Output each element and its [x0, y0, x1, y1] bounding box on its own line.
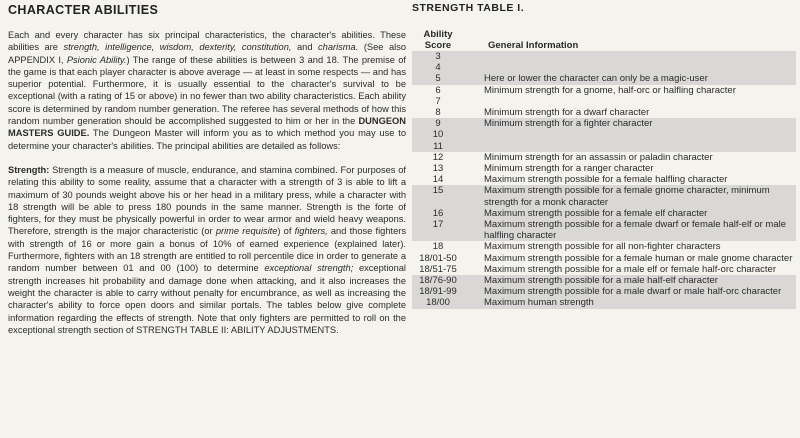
- ability-score-cell: 8: [435, 107, 441, 119]
- ability-score-cell: 7: [435, 95, 441, 107]
- general-information-cell: Maximum strength possible for a female gnome character, minimum strength for a monk character: [484, 185, 770, 208]
- text-segment: fighters,: [294, 226, 328, 237]
- strength-paragraph: [8, 164, 406, 336]
- table-row: [412, 62, 796, 73]
- header-score-line2: Score: [424, 40, 452, 51]
- table-row: [412, 141, 796, 152]
- general-information-cell: Minimum strength for a gnome, half-orc or halfling character: [484, 84, 736, 96]
- general-information-cell: [464, 62, 796, 73]
- table-row: [412, 107, 796, 118]
- general-information-cell: [464, 96, 796, 107]
- text-segment: DUNGEON MASTERS GUIDE.: [8, 116, 406, 139]
- ability-score-cell: 4: [435, 62, 441, 74]
- general-information-cell: Maximum strength possible for a female dwarf or female half-elf or male halfling character: [484, 219, 787, 242]
- table-row: [412, 51, 796, 62]
- text-segment: strength, intelligence, wisdom, dexterity, constitution,: [63, 42, 292, 53]
- general-information-cell: [464, 141, 796, 152]
- text-segment: Psionic Ability.: [66, 54, 127, 65]
- text-segment: The Dungeon Master will inform you as to which method you may use to determine your character's abilities. The principal abilities are detailed as follows:: [8, 128, 406, 151]
- strength-body: [8, 165, 406, 335]
- text-segment: and those fighters with strength of 16 or more gain a bonus of 10% of earned experience (explained later). Furthermore, fighters with an 18 strength are entitled to roll percentile dice in order to generate a random number between 01 and 00 (100) to determine: [8, 226, 407, 274]
- ability-score-cell: 18/51-75: [419, 263, 457, 275]
- ability-score-cell: 3: [435, 51, 441, 62]
- general-information-cell: Maximum strength possible for a male half-elf character: [484, 275, 718, 287]
- general-information-cell: Minimum strength for a ranger character: [484, 163, 654, 175]
- table-row: [412, 152, 796, 163]
- ability-score-cell: 16: [432, 207, 444, 219]
- ability-score-cell: 6: [435, 84, 441, 96]
- table-row: [412, 241, 796, 252]
- header-score-line1: Ability: [423, 29, 453, 40]
- table-row: [412, 253, 796, 264]
- ability-score-cell: 12: [432, 151, 444, 163]
- ability-score-cell: 11: [433, 140, 443, 152]
- table-row: [412, 275, 796, 286]
- ability-score-cell: 5: [435, 73, 441, 85]
- table-row: [412, 297, 796, 308]
- ability-score-cell: 9: [435, 118, 441, 130]
- table-row: [412, 185, 796, 207]
- strength-label: Strength:: [8, 164, 50, 175]
- text-segment: charisma.: [318, 42, 359, 53]
- text-segment: exceptional strength;: [264, 263, 354, 274]
- ability-score-cell: 18: [432, 241, 444, 253]
- ability-score-cell: 15: [432, 185, 444, 197]
- ability-score-cell: 14: [432, 174, 444, 186]
- ability-score-cell: 18/01-50: [419, 252, 457, 264]
- general-information-cell: Maximum human strength: [484, 297, 594, 309]
- general-information-cell: Maximum strength possible for a female elf character: [484, 207, 708, 219]
- table-row: [412, 264, 796, 275]
- general-information-cell: Here or lower the character can only be a magic-user: [484, 73, 708, 85]
- text-segment: Strength is a measure of muscle, endurance, and stamina combined. For purposes of relating this ability to some reality, assume that a character with a strength of 3 is able to lift a maximum of 30 pounds weight above his or her head in a military press, while a character with 18 strength will be able to press 180 pounds in the same manner. Strength is the forte of fighters, for they must be physically powerful in order to wear armor and wield heavy weapons. Therefore, strength is the major characteristic (or: [8, 164, 406, 237]
- ability-score-cell: 18/76-90: [419, 275, 457, 287]
- section-heading: CHARACTER ABILITIES: [8, 3, 159, 17]
- general-information-cell: Maximum strength possible for a female human or male gnome character: [484, 252, 793, 264]
- text-segment: and: [291, 42, 318, 53]
- ability-score-cell: 18/91-99: [419, 286, 457, 298]
- general-information-cell: Maximum strength possible for a male dwarf or male half-orc character: [484, 286, 782, 298]
- header-general-information: General Information: [488, 40, 579, 51]
- general-information-cell: Minimum strength for a fighter character: [484, 118, 653, 130]
- table-row: [412, 96, 796, 107]
- ability-score-cell: 18/00: [426, 297, 450, 309]
- table-header: [412, 23, 796, 51]
- general-information-cell: Minimum strength for a dwarf character: [484, 107, 650, 119]
- text-segment: (See also APPENDIX I,: [8, 42, 407, 65]
- table-row: [412, 73, 796, 84]
- intro-paragraph: [8, 29, 406, 152]
- general-information-cell: Maximum strength possible for all non-fighter characters: [484, 241, 721, 253]
- table-row: [412, 286, 796, 297]
- ability-score-cell: 17: [432, 219, 444, 231]
- strength-table: [412, 0, 796, 309]
- table-row: [412, 208, 796, 219]
- general-information-cell: Maximum strength possible for a male elf or female half-orc character: [484, 263, 776, 275]
- general-information-cell: [464, 129, 796, 140]
- general-information-cell: Minimum strength for an assassin or paladin character: [484, 151, 713, 163]
- text-segment: ) of: [277, 226, 295, 237]
- table-row: [412, 174, 796, 185]
- text-segment: ) The range of these abilities is between 3 and 18. The premise of the game is that each player character is above average — at least in some respects — and has superior potential. Furthermore, it is usually essential to the character's survival to be exceptional (with a rating of 15 or above) in no fewer than two ability characteristics. Each ability score is determined by random number generation. The referee has several methods of how this random number generation should be accomplished suggested to him or her in the: [8, 54, 406, 127]
- text-segment: prime requisite: [215, 226, 278, 237]
- left-column: [8, 0, 406, 336]
- general-information-cell: [464, 51, 796, 62]
- table-row: [412, 118, 796, 129]
- ability-score-cell: 10: [432, 129, 444, 141]
- text-segment: exceptional strength increases hit probability and damage done when attacking, and it also increases the weight the character is able to carry without penalty for encumbrance, as well as increasing the character's ability to force open doors and similar portals. The tables below give complete information regarding the effects of strength. Note that only fighters are permitted to roll on the exceptional strength section of STRENGTH TABLE II: ABILITY ADJUSTMENTS.: [8, 263, 407, 335]
- table-body: [412, 51, 796, 309]
- table-row: [412, 163, 796, 174]
- table-row: [412, 219, 796, 241]
- text-segment: Each and every character has six principal characteristics, the character's abilities. These abilities are: [8, 30, 406, 53]
- general-information-cell: Maximum strength possible for a female halfling character: [484, 174, 728, 186]
- header-ability-score: [412, 29, 464, 51]
- table-row: [412, 129, 796, 140]
- table-title: STRENGTH TABLE I.: [412, 2, 525, 14]
- table-row: [412, 85, 796, 96]
- ability-score-cell: 13: [432, 163, 444, 175]
